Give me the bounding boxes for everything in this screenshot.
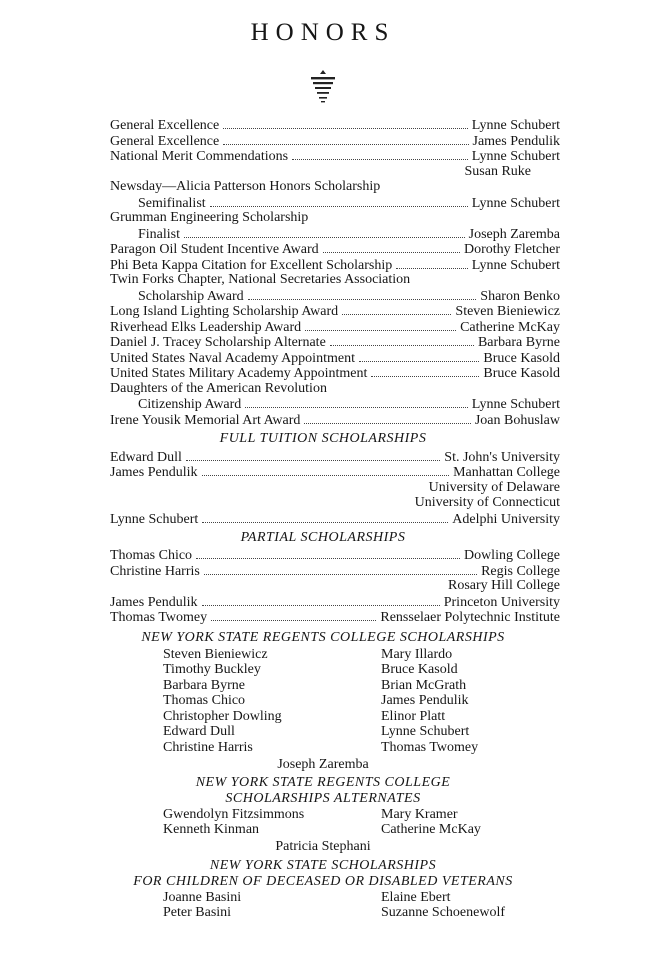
college-name: St. John's University	[444, 450, 560, 465]
regents-name-left: Timothy Buckley	[163, 662, 261, 677]
regents-name-center: Joseph Zaremba	[277, 757, 369, 772]
award-label: United States Military Academy Appointment	[110, 366, 368, 381]
veterans-name-right: Elaine Ebert	[381, 890, 451, 905]
regents-name-left: Thomas Chico	[163, 693, 246, 708]
alternates-name-left: Kenneth Kinman	[163, 822, 260, 837]
college-name-extra: University of Delaware	[428, 480, 560, 495]
scholarship-row	[110, 609, 560, 625]
section-heading-veterans: NEW YORK STATE SCHOLARSHIPS	[209, 858, 437, 873]
award-row	[110, 334, 560, 350]
award-recipient: Catherine McKay	[460, 320, 560, 335]
regents-name-right: Thomas Twomey	[381, 740, 479, 755]
award-label-line: Daughters of the American Revolution	[110, 381, 327, 396]
award-label: Semifinalist	[138, 196, 206, 211]
award-label-line: Newsday—Alicia Patterson Honors Scholarship	[110, 179, 381, 194]
regents-name-left: Barbara Byrne	[163, 678, 246, 693]
page-title: HONORS	[250, 19, 396, 46]
award-label: United States Naval Academy Appointment	[110, 351, 355, 366]
award-recipient: Lynne Schubert	[471, 258, 560, 273]
college-name: Dowling College	[463, 548, 560, 563]
award-recipient: Barbara Byrne	[477, 335, 560, 350]
award-row	[110, 303, 560, 319]
scholarship-row	[110, 594, 560, 610]
award-label-line: Twin Forks Chapter, National Secretaries Association	[110, 272, 411, 287]
award-row	[110, 365, 560, 381]
award-label: Daniel J. Tracey Scholarship Alternate	[110, 335, 326, 350]
award-row	[110, 117, 560, 133]
award-recipient: Sharon Benko	[480, 289, 560, 304]
alternates-name-left: Gwendolyn Fitzsimmons	[163, 807, 305, 822]
award-row	[110, 148, 560, 164]
award-label: General Excellence	[110, 134, 220, 149]
section-heading-alternates: NEW YORK STATE REGENTS COLLEGE	[195, 775, 451, 790]
scholarship-row	[110, 563, 560, 579]
award-label: Paragon Oil Student Incentive Award	[110, 242, 319, 257]
college-name: Manhattan College	[453, 465, 560, 480]
college-name-extra: Rosary Hill College	[448, 578, 560, 593]
award-row	[110, 226, 560, 242]
scholar-name: Lynne Schubert	[110, 512, 199, 527]
inverted-triangle-ornament-icon	[306, 68, 340, 108]
award-label: Long Island Lighting Scholarship Award	[110, 304, 339, 319]
award-recipient: Dorothy Fletcher	[463, 242, 560, 257]
regents-name-left: Christopher Dowling	[163, 709, 282, 724]
section-heading-alternates-line2: SCHOLARSHIPS ALTERNATES	[225, 791, 421, 806]
award-recipient: Joan Bohuslaw	[474, 413, 560, 428]
award-recipient: Lynne Schubert	[471, 149, 560, 164]
regents-name-left: Christine Harris	[163, 740, 253, 755]
section-heading-veterans-line2: FOR CHILDREN OF DECEASED OR DISABLED VETERANS	[133, 874, 513, 889]
scholarship-row	[110, 449, 560, 465]
award-recipient: Lynne Schubert	[471, 397, 560, 412]
college-name: Princeton University	[443, 595, 560, 610]
award-recipient: Steven Bieniewicz	[455, 304, 560, 319]
award-label: General Excellence	[110, 118, 220, 133]
scholarship-row	[110, 511, 560, 527]
award-row	[110, 241, 560, 257]
award-recipient: Bruce Kasold	[483, 366, 560, 381]
scholar-name: Edward Dull	[110, 450, 182, 465]
award-recipient: Bruce Kasold	[483, 351, 560, 366]
scholarship-row	[110, 547, 560, 563]
award-row	[110, 133, 560, 149]
scholar-name: James Pendulik	[110, 595, 198, 610]
award-recipient: James Pendulik	[472, 134, 560, 149]
college-name-extra: University of Connecticut	[414, 495, 560, 510]
regents-name-left: Steven Bieniewicz	[163, 647, 268, 662]
regents-name-right: James Pendulik	[381, 693, 469, 708]
alternates-name-center: Patricia Stephani	[275, 839, 371, 854]
award-label: Scholarship Award	[138, 289, 244, 304]
award-label: Riverhead Elks Leadership Award	[110, 320, 302, 335]
award-label-line: Grumman Engineering Scholarship	[110, 210, 309, 225]
award-label: Irene Yousik Memorial Art Award	[110, 413, 301, 428]
regents-name-right: Elinor Platt	[381, 709, 446, 724]
award-row	[110, 195, 560, 211]
college-name: Adelphi University	[452, 512, 560, 527]
scholarship-row	[110, 464, 560, 480]
award-recipient: Joseph Zaremba	[468, 227, 560, 242]
award-row	[110, 396, 560, 412]
award-row	[110, 319, 560, 335]
alternates-name-right: Catherine McKay	[381, 822, 481, 837]
award-row	[110, 350, 560, 366]
scholar-name: Thomas Twomey	[110, 610, 208, 625]
veterans-name-right: Suzanne Schoenewolf	[381, 905, 506, 920]
college-name: Rensselaer Polytechnic Institute	[380, 610, 560, 625]
veterans-name-left: Peter Basini	[163, 905, 232, 920]
veterans-name-left: Joanne Basini	[163, 890, 242, 905]
award-recipient: Lynne Schubert	[471, 118, 560, 133]
regents-name-right: Brian McGrath	[381, 678, 467, 693]
award-row	[110, 412, 560, 428]
regents-name-right: Bruce Kasold	[381, 662, 458, 677]
award-recipient: Lynne Schubert	[471, 196, 560, 211]
regents-name-left: Edward Dull	[163, 724, 235, 739]
section-heading-full-tuition: FULL TUITION SCHOLARSHIPS	[219, 431, 427, 446]
alternates-name-right: Mary Kramer	[381, 807, 458, 822]
regents-name-right: Mary Illardo	[381, 647, 453, 662]
award-label: National Merit Commendations	[110, 149, 289, 164]
award-row	[110, 288, 560, 304]
award-label: Finalist	[138, 227, 181, 242]
college-name: Regis College	[481, 564, 560, 579]
award-label: Citizenship Award	[138, 397, 242, 412]
section-heading-regents: NEW YORK STATE REGENTS COLLEGE SCHOLARSHIPS	[141, 630, 505, 645]
award-label: Phi Beta Kappa Citation for Excellent Scholarship	[110, 258, 393, 273]
regents-name-right: Lynne Schubert	[381, 724, 470, 739]
scholar-name: James Pendulik	[110, 465, 198, 480]
section-heading-partial: PARTIAL SCHOLARSHIPS	[240, 530, 406, 545]
award-row	[110, 257, 560, 273]
award-recipient-extra: Susan Ruke	[464, 164, 531, 179]
scholar-name: Christine Harris	[110, 564, 200, 579]
scholar-name: Thomas Chico	[110, 548, 193, 563]
